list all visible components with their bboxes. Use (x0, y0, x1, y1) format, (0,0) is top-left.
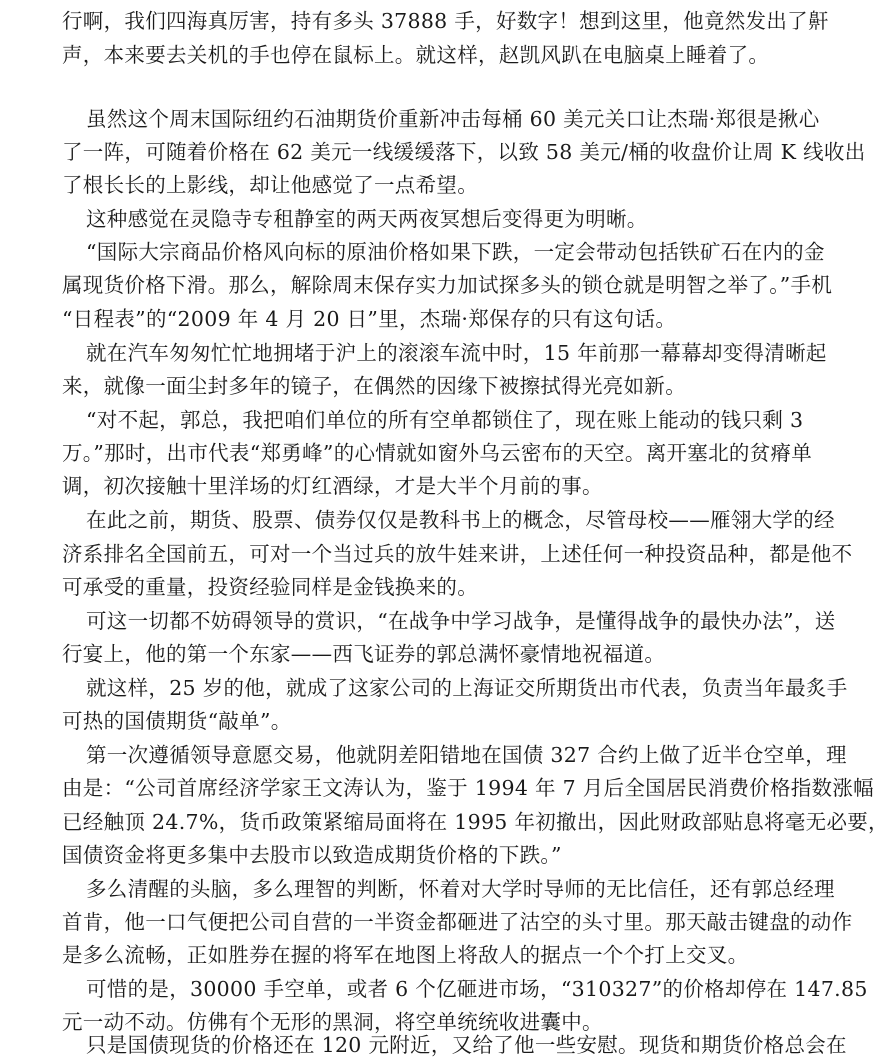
text-line: 可承受的重量，投资经验同样是金钱换来的。 (62, 575, 478, 599)
text-line: 调，初次接触十里洋场的灯红酒绿，才是大半个月前的事。 (62, 474, 603, 498)
text-line: 济系排名全国前五，可对一个当过兵的放牛娃来讲，上述任何一种投资品种，都是他不 (62, 542, 853, 566)
paragraph-first-line: 可这一切都不妨碍领导的赏识，“在战争中学习战争，是懂得战争的最快办法”，送 (86, 609, 836, 633)
paragraph-first-line: 虽然这个周末国际纽约石油期货价重新冲击每桶 60 美元关口让杰瑞·郑很是揪心 (86, 107, 820, 131)
text-line: 首肯，他一口气便把公司自营的一半资金都砸进了沽空的头寸里。那天敲击键盘的动作 (62, 910, 853, 934)
paragraph-first-line: 就在汽车匆匆忙忙地拥堵于沪上的滚滚车流中时，15 年前那一幕幕却变得清晰起 (86, 341, 827, 365)
paragraph-first-line: 第一次遵循领导意愿交易，他就阴差阳错地在国债 327 合约上做了近半仓空单，理 (86, 743, 847, 767)
text-line: 了根长长的上影线，却让他感觉了一点希望。 (62, 173, 478, 197)
text-line: 属现货价格下滑。那么，解除周末保存实力加试探多头的锁仓就是明智之举了。”手机 (62, 273, 833, 297)
text-line: 行啊，我们四海真厉害，持有多头 37888 手，好数字！想到这里，他竟然发出了鼾 (62, 9, 829, 33)
paragraph-first-line: 这种感觉在灵隐寺专租静室的两天两夜冥想后变得更为明晰。 (86, 207, 648, 231)
text-line: 了一阵，可随着价格在 62 美元一线缓缓落下，以致 58 美元/桶的收盘价让周 K 线收出 (62, 140, 866, 164)
text-line: 可热的国债期货“敲单”。 (62, 709, 292, 733)
text-line: “日程表”的“2009 年 4 月 20 日”里，杰瑞·郑保存的只有这句话。 (62, 307, 677, 331)
text-line: 已经触顶 24.7%，货币政策紧缩局面将在 1995 年初撤出，因此财政部贴息将毫无必要， (62, 810, 889, 834)
text-line: 行宴上，他的第一个东家——西飞证券的郭总满怀豪情地祝福道。 (62, 642, 666, 666)
text-line: 国债资金将更多集中去股市以致造成期货价格的下跌。” (62, 843, 562, 867)
paragraph-first-line: 就这样，25 岁的他，就成了这家公司的上海证交所期货出市代表，负责当年最炙手 (86, 676, 848, 700)
paragraph-first-line: 在此之前，期货、股票、债券仅仅是教科书上的概念，尽管母校——雁翎大学的经 (86, 508, 835, 532)
text-line: 是多么流畅，正如胜券在握的将军在地图上将敌人的据点一个个打上交叉。 (62, 943, 749, 967)
text-line: 来，就像一面尘封多年的镜子，在偶然的因缘下被擦拭得光亮如新。 (62, 374, 686, 398)
text-line: 元一动不动。仿佛有个无形的黑洞，将空单统统收进囊中。 (62, 1010, 603, 1034)
paragraph-first-line: 可惜的是，30000 手空单，或者 6 个亿砸进市场，“310327”的价格却停在 147.85 (86, 977, 868, 1001)
text-line: 由是：“公司首席经济学家王文涛认为，鉴于 1994 年 7 月后全国居民消费价格指数涨幅 (62, 776, 874, 800)
text-line: 万。”那时，出市代表“郑勇峰”的心情就如窗外乌云密布的天空。离开塞北的贫瘠单 (62, 441, 813, 465)
paragraph-first-line: 只是国债现货的价格还在 120 元附近，又给了他一些安慰。现货和期货价格总会在 (86, 1033, 847, 1057)
paragraph-first-line: “国际大宗商品价格风向标的原油价格如果下跌，一定会带动包括铁矿石在内的金 (86, 240, 825, 264)
paragraph-first-line: 多么清醒的头脑，多么理智的判断，怀着对大学时导师的无比信任，还有郭总经理 (86, 877, 835, 901)
paragraph-first-line: “对不起，郭总，我把咱们单位的所有空单都锁住了，现在账上能动的钱只剩 3 (86, 408, 804, 432)
text-line: 声，本来要去关机的手也停在鼠标上。就这样，赵凯风趴在电脑桌上睡着了。 (62, 43, 770, 67)
